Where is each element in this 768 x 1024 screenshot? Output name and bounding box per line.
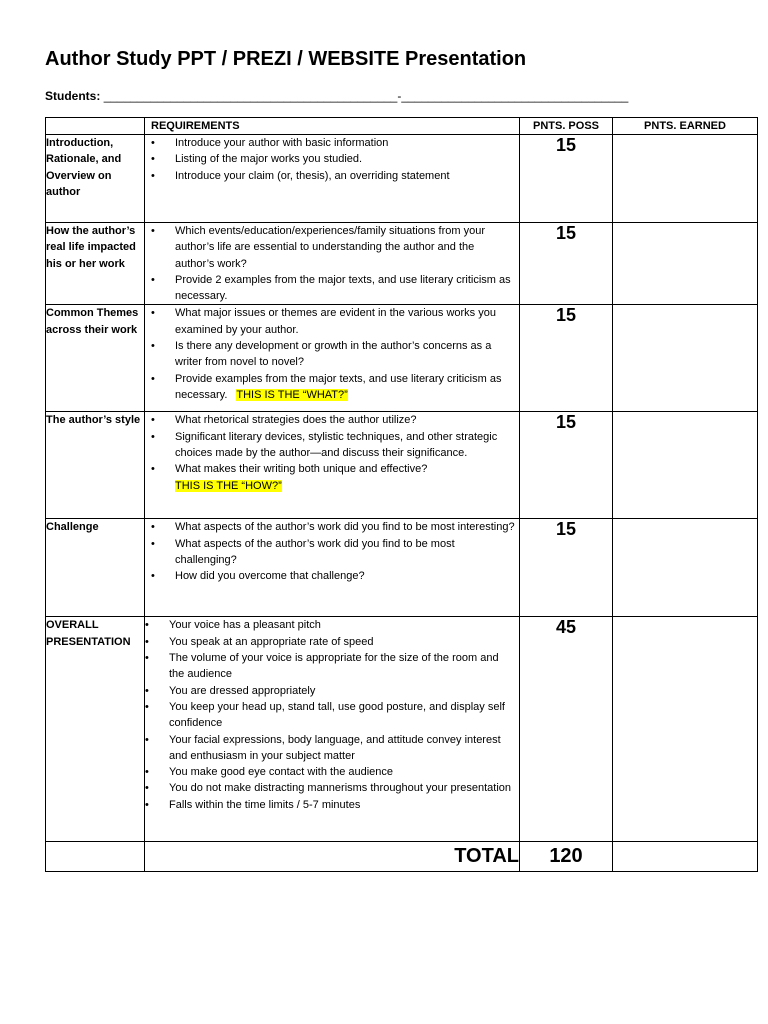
table-row bbox=[46, 223, 758, 305]
requirements-list bbox=[145, 519, 519, 584]
row-points-possible: 15 bbox=[520, 412, 613, 519]
row-points-earned[interactable] bbox=[613, 223, 758, 305]
list-item: • Your facial expressions, body language, and attitude convey interest and enthusiasm in your subject matter bbox=[169, 732, 515, 765]
row-category: Introduction, Rationale, and Overview on author bbox=[46, 135, 145, 223]
row-points-earned[interactable] bbox=[613, 519, 758, 617]
list-item: • Provide 2 examples from the major texts, and use literary criticism as necessary. bbox=[175, 272, 515, 305]
list-item: • Introduce your claim (or, thesis), an overriding statement bbox=[175, 168, 515, 184]
list-item: • The volume of your voice is appropriate for the size of the room and the audience bbox=[169, 650, 515, 683]
highlight-how: THIS IS THE “HOW?” bbox=[175, 479, 282, 492]
row-category: The author’s style bbox=[46, 412, 145, 519]
students-blank-line[interactable]: ____________________________________________-__________________________________ bbox=[103, 89, 629, 103]
list-item: • You keep your head up, stand tall, use good posture, and display self confidence bbox=[169, 699, 515, 732]
list-item bbox=[175, 371, 515, 404]
row-points-possible: 45 bbox=[520, 617, 613, 842]
requirements-list bbox=[145, 135, 519, 184]
requirements-list bbox=[145, 617, 519, 813]
row-requirements bbox=[145, 617, 520, 842]
row-points-possible: 15 bbox=[520, 519, 613, 617]
row-points-possible: 15 bbox=[520, 223, 613, 305]
table-row bbox=[46, 412, 758, 519]
row-requirements bbox=[145, 412, 520, 519]
list-item: • Which events/education/experiences/family situations from your author’s life are essential to understanding the author and the author’s work? bbox=[175, 223, 515, 272]
table-row bbox=[46, 305, 758, 412]
row-category: Challenge bbox=[46, 519, 145, 617]
list-item: • You speak at an appropriate rate of speed bbox=[169, 634, 515, 650]
header-category bbox=[46, 118, 145, 135]
total-row bbox=[46, 842, 758, 872]
list-item: • Is there any development or growth in the author’s concerns as a writer from novel to novel? bbox=[175, 338, 515, 371]
list-item: • You make good eye contact with the audience bbox=[169, 764, 515, 780]
highlight-what: THIS IS THE “WHAT?” bbox=[236, 388, 348, 401]
table-row bbox=[46, 617, 758, 842]
list-item: • Introduce your author with basic information bbox=[175, 135, 515, 151]
row-points-possible: 15 bbox=[520, 305, 613, 412]
table-row bbox=[46, 519, 758, 617]
row-requirements bbox=[145, 305, 520, 412]
header-requirements: REQUIREMENTS bbox=[145, 118, 520, 135]
list-item: • What rhetorical strategies does the author utilize? bbox=[175, 412, 515, 428]
row-category: How the author’s real life impacted his or her work bbox=[46, 223, 145, 305]
requirements-list bbox=[145, 412, 519, 493]
list-item: • Significant literary devices, stylistic techniques, and other strategic choices made by the author—and discuss their significance. bbox=[175, 429, 515, 462]
table-header-row bbox=[46, 118, 758, 135]
requirements-list bbox=[145, 223, 519, 304]
list-item: • What aspects of the author’s work did you find to be most challenging? bbox=[175, 536, 515, 569]
total-points-earned[interactable] bbox=[613, 842, 758, 872]
row-category: Common Themes across their work bbox=[46, 305, 145, 412]
list-item-text: What makes their writing both unique and effective? bbox=[175, 463, 428, 476]
list-item-text: Provide examples from the major texts, and use literary criticism as necessary. bbox=[175, 372, 502, 401]
row-points-earned[interactable] bbox=[613, 135, 758, 223]
list-item bbox=[175, 461, 515, 494]
students-label: Students: bbox=[45, 89, 101, 103]
list-item: • Listing of the major works you studied. bbox=[175, 151, 515, 167]
requirements-list bbox=[145, 305, 519, 403]
total-label: TOTAL bbox=[145, 842, 520, 872]
header-pnts-earned: PNTS. EARNED bbox=[613, 118, 758, 135]
total-empty-cell bbox=[46, 842, 145, 872]
row-requirements bbox=[145, 223, 520, 305]
row-points-earned[interactable] bbox=[613, 412, 758, 519]
page-title: Author Study PPT / PREZI / WEBSITE Presentation bbox=[45, 48, 527, 70]
row-category: OVERALL PRESENTATION bbox=[46, 617, 145, 842]
list-item: • What major issues or themes are evident in the various works you examined by your author. bbox=[175, 305, 515, 338]
list-item: • You are dressed appropriately bbox=[169, 683, 515, 699]
row-requirements bbox=[145, 135, 520, 223]
list-item: • Your voice has a pleasant pitch bbox=[169, 617, 515, 633]
table-row bbox=[46, 135, 758, 223]
header-pnts-poss: PNTS. POSS bbox=[520, 118, 613, 135]
list-item: • You do not make distracting mannerisms throughout your presentation bbox=[169, 780, 515, 796]
list-item: • What aspects of the author’s work did you find to be most interesting? bbox=[175, 519, 515, 535]
row-points-earned[interactable] bbox=[613, 617, 758, 842]
row-requirements bbox=[145, 519, 520, 617]
row-points-possible: 15 bbox=[520, 135, 613, 223]
rubric-table bbox=[45, 117, 758, 872]
list-item: • How did you overcome that challenge? bbox=[175, 568, 515, 584]
total-points-possible: 120 bbox=[520, 842, 613, 872]
list-item: • Falls within the time limits / 5-7 minutes bbox=[169, 797, 515, 813]
row-points-earned[interactable] bbox=[613, 305, 758, 412]
students-field bbox=[45, 89, 628, 103]
